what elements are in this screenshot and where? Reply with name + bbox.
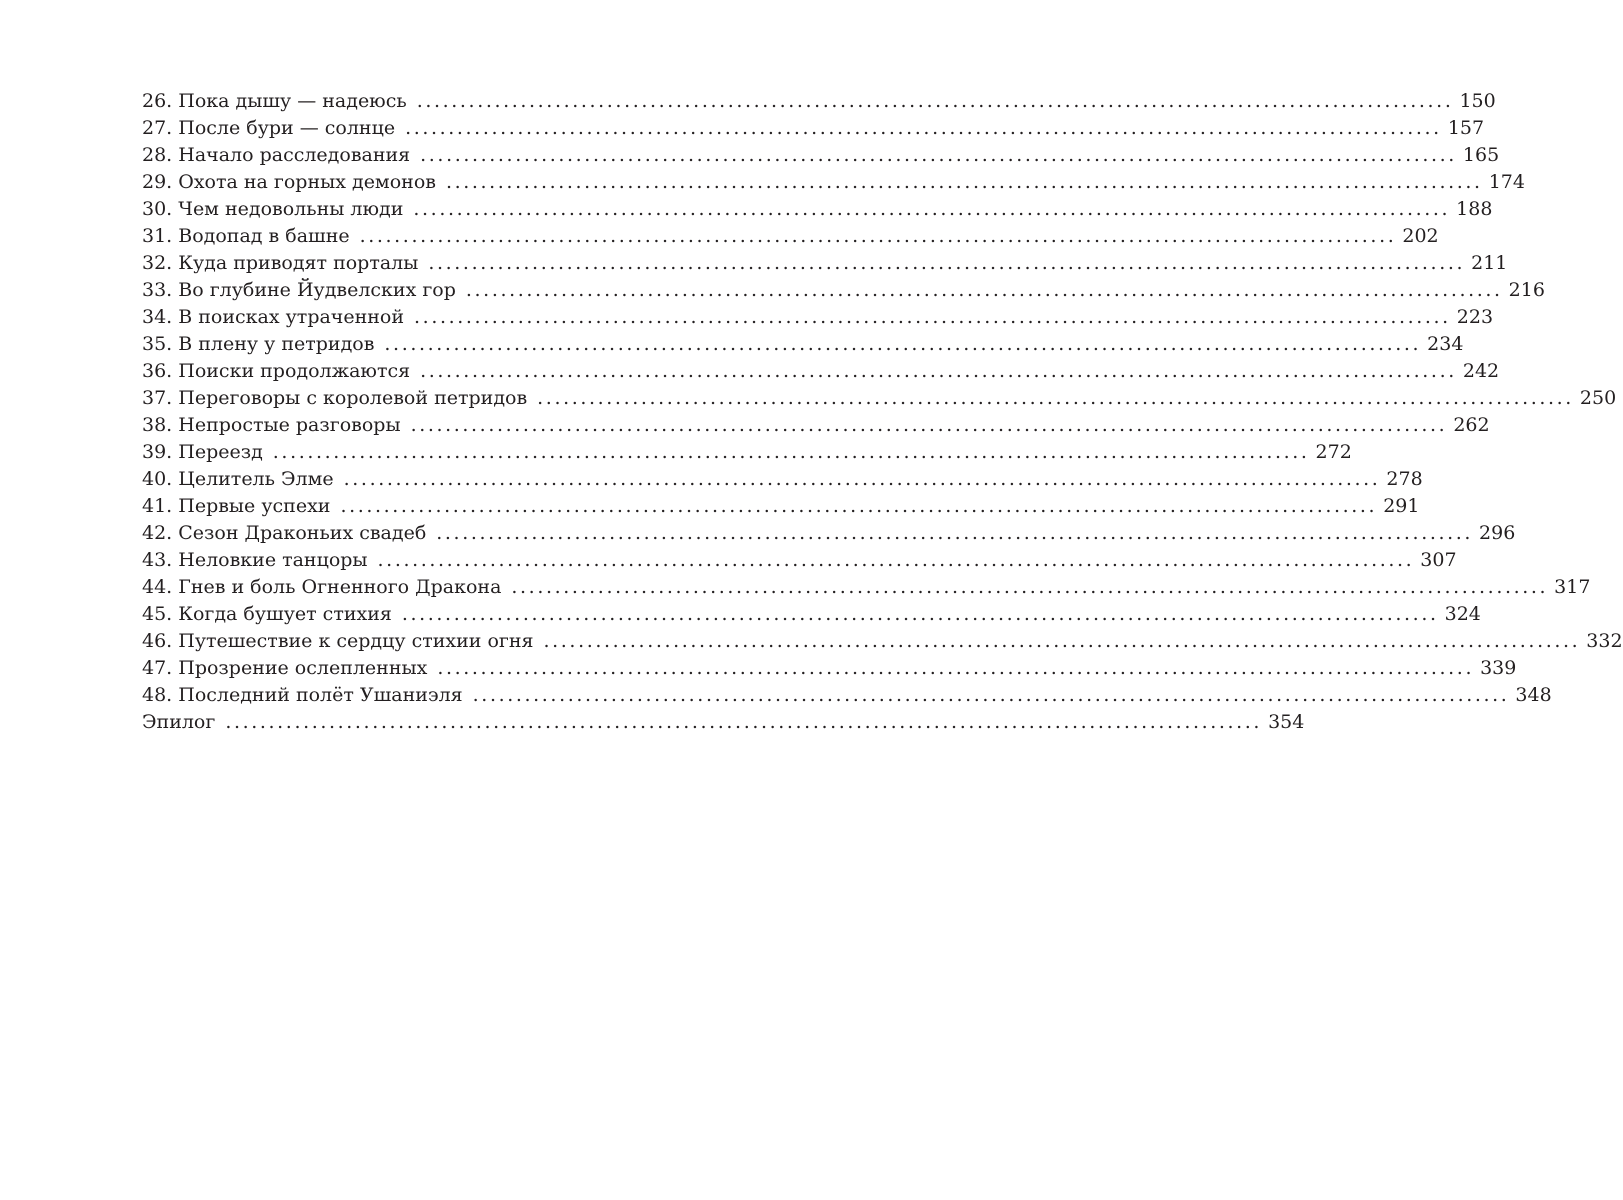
toc-entry-page: 262 bbox=[1453, 414, 1490, 436]
dot-leader: ........................................................................................................................ bbox=[436, 522, 1474, 544]
toc-entry bbox=[142, 439, 1352, 466]
toc-entry bbox=[142, 277, 1545, 304]
dot-leader: ........................................................................................................................ bbox=[401, 603, 1439, 625]
toc-entry-page: 278 bbox=[1386, 468, 1423, 490]
toc-entry bbox=[142, 493, 1420, 520]
toc-entry-title: 31. Водопад в башне bbox=[142, 223, 360, 250]
dot-leader: ........................................................................................................................ bbox=[414, 306, 1451, 328]
toc-entry-title: 26. Пока дышу — надеюсь bbox=[142, 88, 417, 115]
toc-entry-page: 324 bbox=[1444, 603, 1481, 625]
toc-entry bbox=[142, 223, 1439, 250]
toc-entry-page: 150 bbox=[1459, 90, 1496, 112]
toc-entry-title: 32. Куда приводят порталы bbox=[142, 250, 428, 277]
dot-leader: ........................................................................................................................ bbox=[384, 333, 1422, 355]
toc-entry bbox=[142, 628, 1623, 655]
dot-leader: ........................................................................................................................ bbox=[511, 576, 1549, 598]
toc-entry-page: 174 bbox=[1488, 171, 1525, 193]
toc-entry bbox=[142, 520, 1516, 547]
toc-entry bbox=[142, 169, 1525, 196]
toc-entry bbox=[142, 385, 1617, 412]
toc-entry-title: 29. Охота на горных демонов bbox=[142, 169, 446, 196]
dot-leader: ........................................................................................................................ bbox=[416, 90, 1454, 112]
toc-entry-title: Эпилог bbox=[142, 709, 225, 736]
toc-entry-title: 36. Поиски продолжаются bbox=[142, 358, 420, 385]
toc-entry-title: 45. Когда бушует стихия bbox=[142, 601, 402, 628]
toc-entry-title: 27. После бури — солнце bbox=[142, 115, 405, 142]
toc-entry-page: 242 bbox=[1462, 360, 1500, 382]
table-of-contents bbox=[142, 88, 1623, 736]
toc-entry bbox=[142, 358, 1500, 385]
dot-leader: ........................................................................................................................ bbox=[543, 630, 1581, 652]
toc-entry bbox=[142, 142, 1500, 169]
toc-entry bbox=[142, 196, 1493, 223]
toc-entry bbox=[142, 466, 1423, 493]
toc-entry-title: 33. Во глубине Йудвелских гор bbox=[142, 277, 466, 304]
toc-entry-page: 157 bbox=[1447, 117, 1485, 139]
toc-entry bbox=[142, 601, 1481, 628]
toc-entry bbox=[142, 655, 1517, 682]
dot-leader: ........................................................................................................................ bbox=[428, 252, 1466, 274]
dot-leader: ........................................................................................................................ bbox=[225, 711, 1263, 733]
dot-leader: ........................................................................................................................ bbox=[377, 549, 1415, 571]
toc-entry-title: 44. Гнев и боль Огненного Дракона bbox=[142, 574, 511, 601]
toc-entry-title: 34. В поисках утраченной bbox=[142, 304, 414, 331]
toc-entry bbox=[142, 682, 1552, 709]
toc-entry bbox=[142, 412, 1490, 439]
toc-entry-page: 317 bbox=[1554, 576, 1591, 598]
toc-entry-page: 216 bbox=[1508, 279, 1545, 301]
toc-entry-page: 234 bbox=[1427, 333, 1464, 355]
toc-entry bbox=[142, 115, 1485, 142]
toc-entry-title: 39. Переезд bbox=[142, 439, 273, 466]
dot-leader: ........................................................................................................................ bbox=[537, 387, 1574, 409]
toc-entry bbox=[142, 547, 1457, 574]
toc-entry-title: 30. Чем недовольны люди bbox=[142, 196, 413, 223]
toc-entry-title: 43. Неловкие танцоры bbox=[142, 547, 378, 574]
dot-leader: ........................................................................................................................ bbox=[445, 171, 1483, 193]
dot-leader: ........................................................................................................................ bbox=[420, 144, 1457, 166]
toc-entry-title: 38. Непростые разговоры bbox=[142, 412, 411, 439]
toc-entry-page: 250 bbox=[1579, 387, 1617, 409]
toc-entry-page: 188 bbox=[1456, 198, 1493, 220]
dot-leader: ........................................................................................................................ bbox=[343, 468, 1381, 490]
dot-leader: ........................................................................................................................ bbox=[413, 198, 1451, 220]
toc-entry-page: 272 bbox=[1315, 441, 1352, 463]
toc-entry-title: 28. Начало расследования bbox=[142, 142, 420, 169]
toc-entry-title: 35. В плену у петридов bbox=[142, 331, 384, 358]
dot-leader: ........................................................................................................................ bbox=[472, 684, 1510, 706]
dot-leader: ........................................................................................................................ bbox=[359, 225, 1397, 247]
toc-entry-title: 37. Переговоры с королевой петридов bbox=[142, 385, 537, 412]
toc-entry-page: 165 bbox=[1462, 144, 1500, 166]
toc-entry bbox=[142, 709, 1305, 736]
dot-leader: ........................................................................................................................ bbox=[272, 441, 1310, 463]
dot-leader: ........................................................................................................................ bbox=[437, 657, 1475, 679]
dot-leader: ........................................................................................................................ bbox=[420, 360, 1457, 382]
toc-entry-page: 348 bbox=[1515, 684, 1552, 706]
dot-leader: ........................................................................................................................ bbox=[410, 414, 1448, 436]
toc-entry-page: 354 bbox=[1268, 711, 1305, 733]
toc-entry-title: 40. Целитель Элме bbox=[142, 466, 344, 493]
toc-entry-page: 211 bbox=[1471, 252, 1508, 274]
dot-leader: ........................................................................................................................ bbox=[340, 495, 1378, 517]
toc-entry bbox=[142, 331, 1464, 358]
toc-entry-page: 332 bbox=[1586, 630, 1623, 652]
toc-entry-page: 291 bbox=[1383, 495, 1420, 517]
toc-entry bbox=[142, 88, 1496, 115]
toc-entry-page: 307 bbox=[1420, 549, 1457, 571]
toc-entry-title: 41. Первые успехи bbox=[142, 493, 340, 520]
toc-entry-title: 42. Сезон Драконьих свадеб bbox=[142, 520, 436, 547]
toc-entry-page: 202 bbox=[1402, 225, 1439, 247]
toc-entry bbox=[142, 304, 1494, 331]
toc-entry bbox=[142, 250, 1508, 277]
toc-entry-page: 339 bbox=[1480, 657, 1517, 679]
toc-entry bbox=[142, 574, 1591, 601]
toc-entry-title: 46. Путешествие к сердцу стихии огня bbox=[142, 628, 544, 655]
dot-leader: ........................................................................................................................ bbox=[405, 117, 1442, 139]
toc-entry-page: 223 bbox=[1456, 306, 1494, 328]
toc-entry-title: 47. Прозрение ослепленных bbox=[142, 655, 437, 682]
dot-leader: ........................................................................................................................ bbox=[465, 279, 1503, 301]
toc-entry-title: 48. Последний полёт Ушаниэля bbox=[142, 682, 473, 709]
toc-entry-page: 296 bbox=[1479, 522, 1516, 544]
